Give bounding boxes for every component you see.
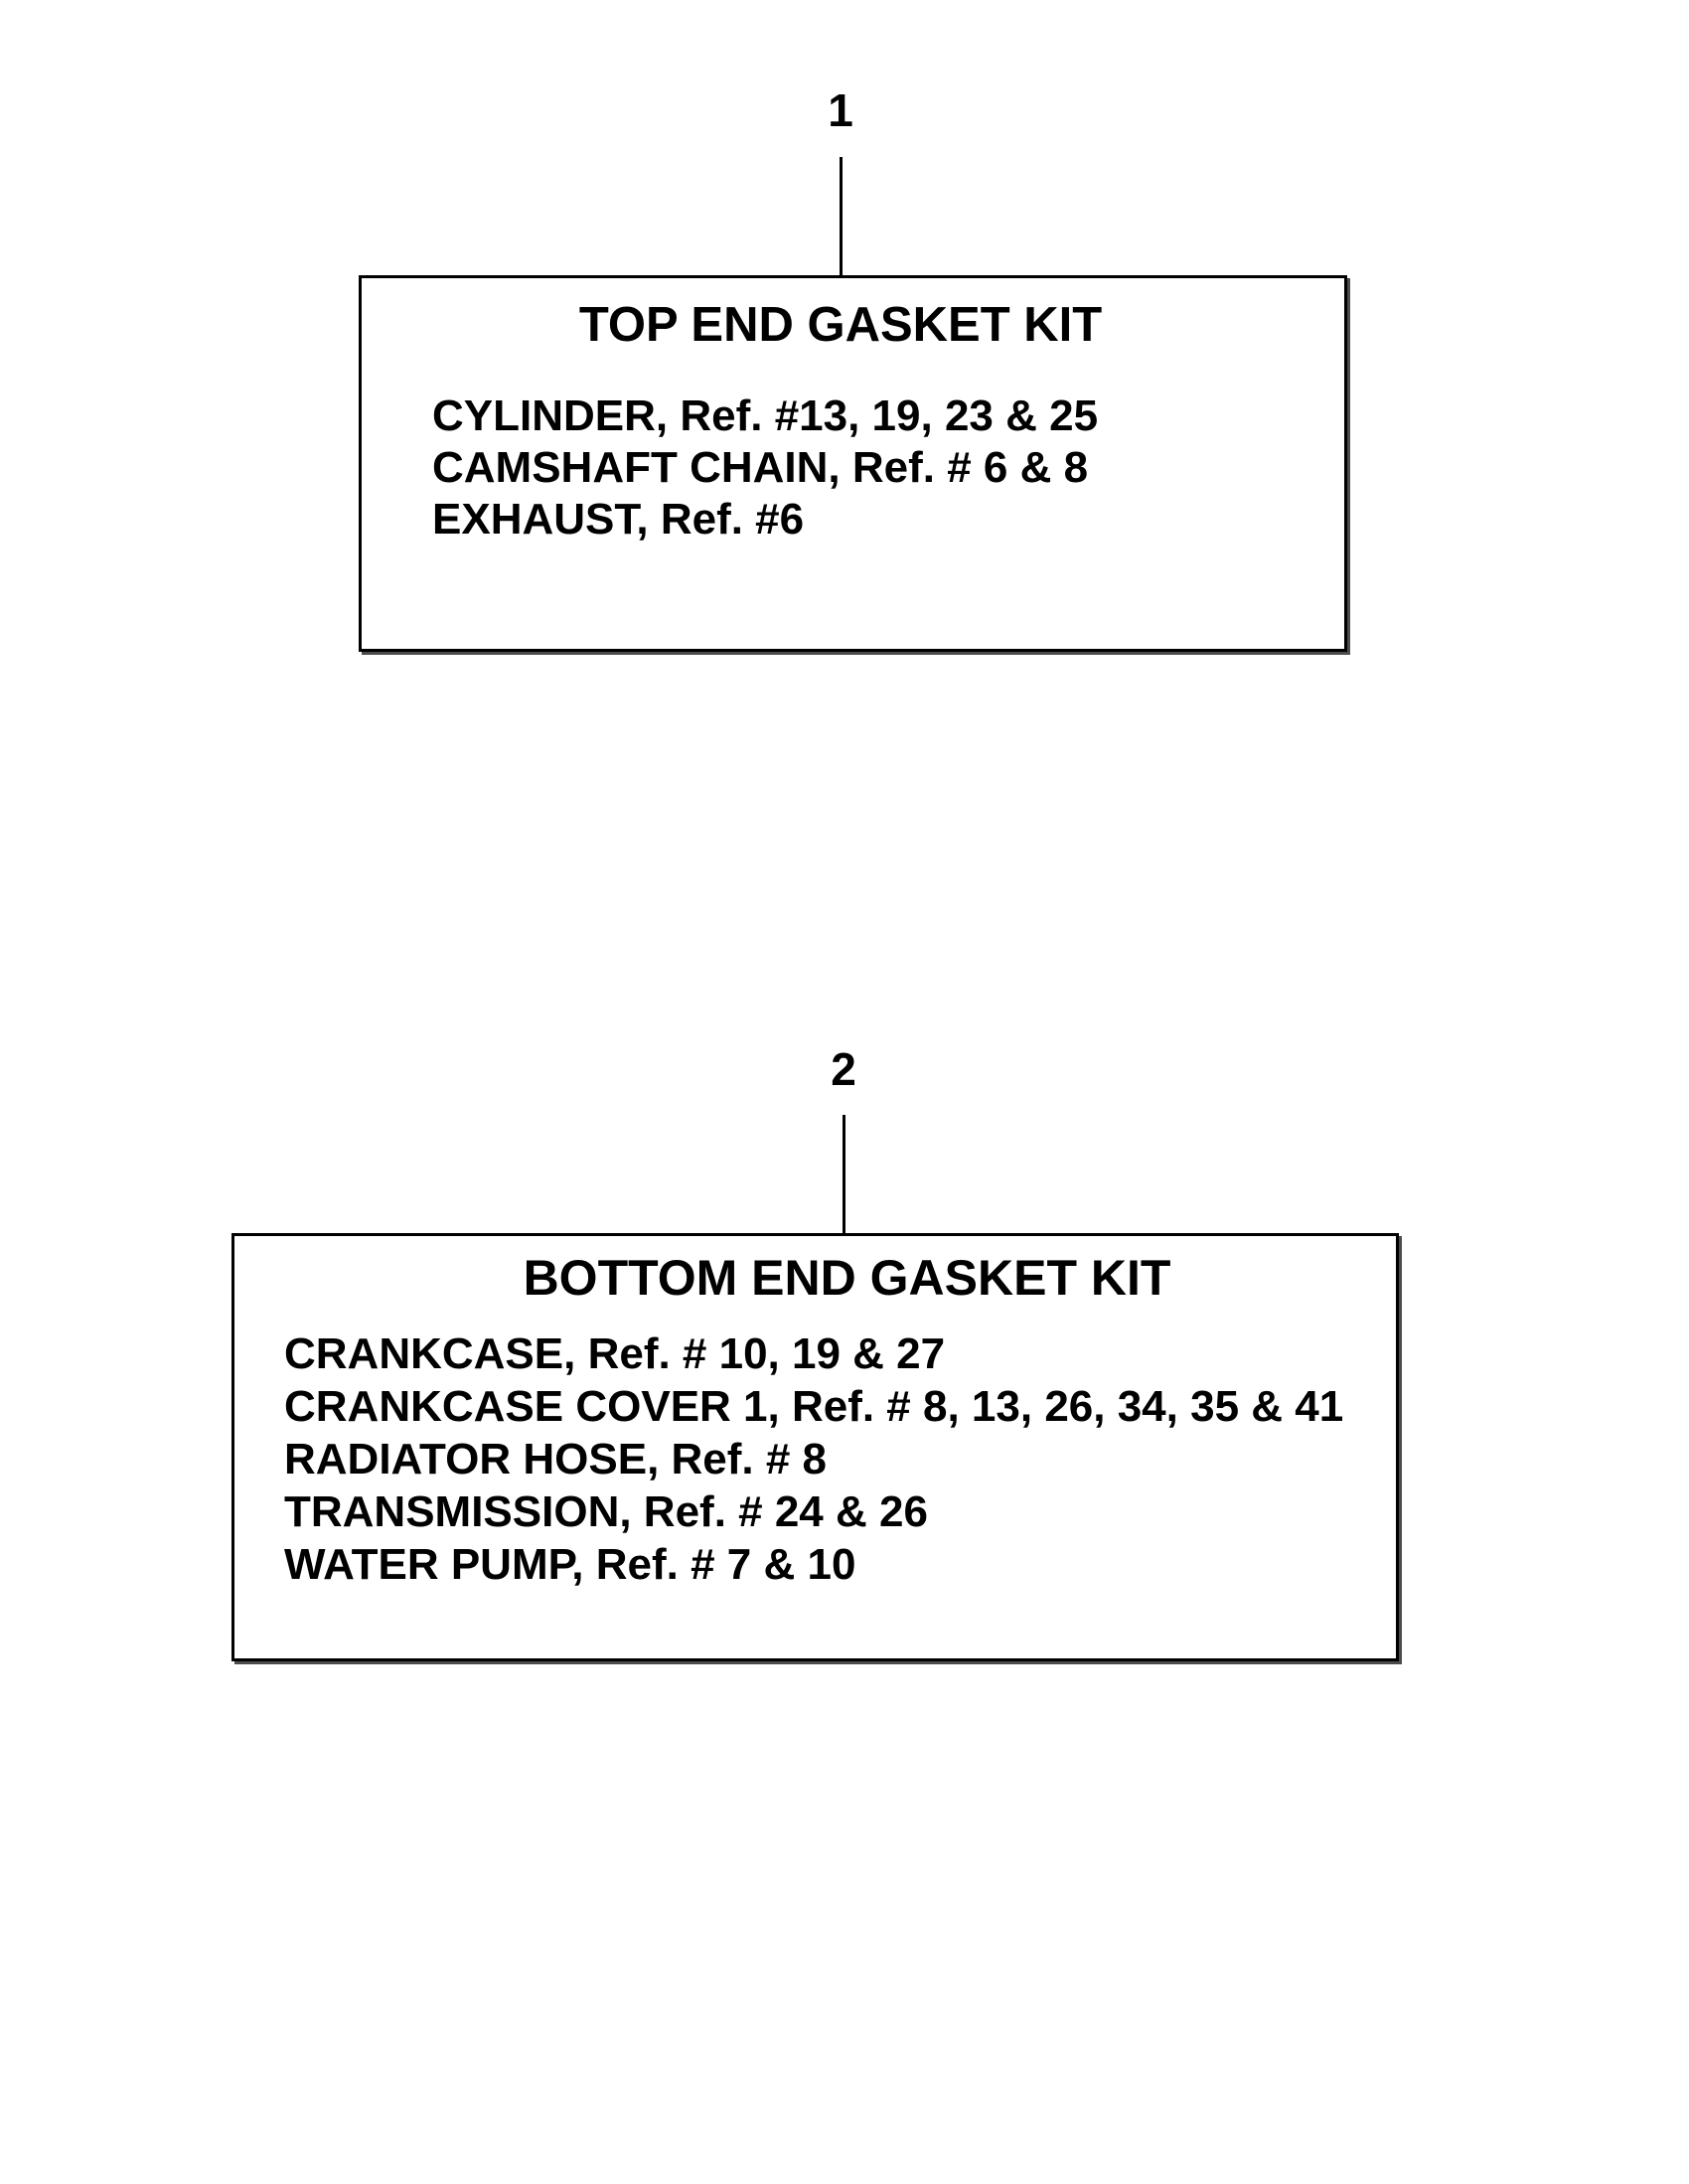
kit-item: TRANSMISSION, Ref. # 24 & 26 (284, 1486, 928, 1536)
kit-item: EXHAUST, Ref. #6 (432, 495, 805, 545)
kit-item: CRANKCASE COVER 1, Ref. # 8, 13, 26, 34, 35 & 41 (284, 1381, 1344, 1431)
callout-2-number: 2 (831, 1043, 856, 1095)
kit-item: CRANKCASE, Ref. # 10, 19 & 27 (284, 1328, 946, 1378)
kit-item: CAMSHAFT CHAIN, Ref. # 6 & 8 (432, 443, 1089, 493)
bottom-end-gasket-kit-title: BOTTOM END GASKET KIT (523, 1250, 1171, 1306)
bottom-end-gasket-kit-box (231, 1233, 1399, 1661)
top-end-gasket-kit-lines (432, 390, 1344, 546)
top-end-gasket-kit-title: TOP END GASKET KIT (578, 298, 1103, 352)
kit-item: RADIATOR HOSE, Ref. # 8 (284, 1434, 828, 1483)
callout-2-leader-line (843, 1115, 845, 1234)
kit-item: CYLINDER, Ref. #13, 19, 23 & 25 (432, 391, 1099, 441)
bottom-end-gasket-kit-lines (284, 1327, 1396, 1591)
kit-item: WATER PUMP, Ref. # 7 & 10 (284, 1539, 856, 1589)
callout-1-leader-line (840, 157, 843, 276)
callout-1-number: 1 (828, 84, 853, 136)
top-end-gasket-kit-box (359, 275, 1347, 652)
